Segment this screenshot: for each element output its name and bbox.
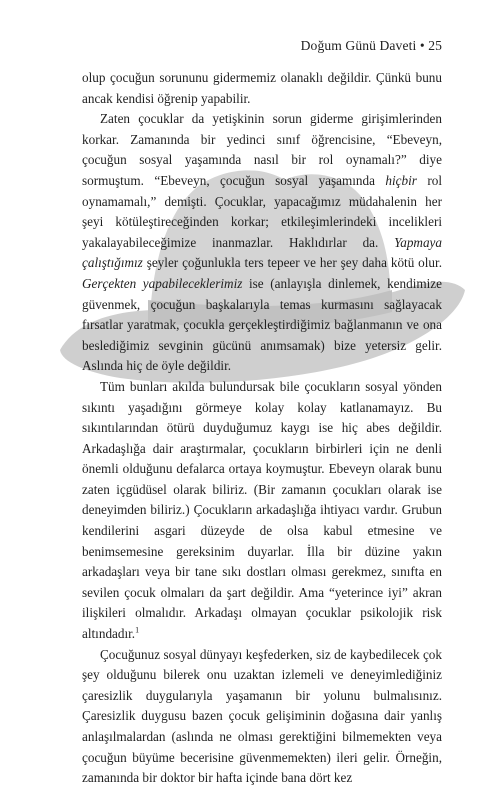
- paragraph-2-text-e: şeyler çoğunlukla ters tepeer ve her şey daha kötü olur.: [142, 255, 442, 271]
- paragraph-2-text-c: rol oynamamalı,” demişti. Çocuklar, yapacağımız müdahalenin her şeyi kötüleştireceğinden korkar; etkileşimlerindeki incelikleri yakalayabileceğimize inanmazlar. Haklıdırlar da.: [82, 172, 442, 250]
- paragraph-4: Çocuğunuz sosyal dünyayı keşfederken, siz de kaybedilecek çok şey olduğunu bilerek onu uzaktan izlemeli ve deneyimlediğiniz çaresizlik duygularıyla yaşamanın bir yolunu bulmalısınız. Çaresizlik duygusu bazen çocuk gelişiminin doğasına dair yanlış anlaşılmalardan (aslında ne olması gerektiğini bilmemekten veya çocuğun büyüme becerisine güvenmemekten) ileri gelir. Örneğin, zamanında bir doktor bir hafta içinde bana dört kez: [82, 646, 442, 786]
- paragraph-1: olup çocuğun sorununu gidermemiz olanaklı değildir. Çünkü bunu ancak kendisi öğrenip yapabilir.: [82, 70, 442, 106]
- page-body-text: [82, 68, 442, 789]
- paragraph-3-text: Tüm bunları akılda bulundursak bile çocukların sosyal yönden sıkıntı yaşadığını görmeye kolay kolay katlanamayız. Bu sıkıntılarından ötürü duyduğumuz kaygı ise hiç abes değildir. Arkadaşlığa dair araştırmalar, çocukların birbirleri için ne denli önemli olduğunu defalarca ortaya koymuştur. Ebeveyn olarak bunu zaten içgüdüsel olarak biliriz. (Bir zamanın çocukları olarak ise deneyimden biliriz.) Çocukların arkadaşlığa ihtiyacı vardır. Grubun kendilerini asgari düzeyde de olsa kabul etmesine ve benimsemesine gereksinim duyarlar. İlla bir düzine yakın arkadaşları veya bir tane sıkı dostları olması gerekmez, sınıfta en sevilen çocuk olmaları da şart değildir. Ama “yeterince iyi” akran ilişkileri olmalıdır. Arkadaşı olmayan çocuklar psikolojik risk altındadır.: [82, 378, 442, 642]
- paragraph-2: [82, 109, 442, 377]
- paragraph-2-emphasis-yapmaya: Yapmaya çalıştığımız: [82, 234, 442, 271]
- paragraph-3: [82, 377, 442, 645]
- running-header: Doğum Günü Daveti • 25: [300, 38, 442, 53]
- footnote-marker: 1: [135, 625, 140, 635]
- paragraph-2-emphasis-hicbir: hiçbir: [385, 172, 417, 188]
- paragraph-2-text-g: ise (anlayışla dinlemek, kendimize güvenmek, çocuğun başkalarıyla temas kurmasını sağlayacak fırsatlar yaratmak, çocukla gerçekleştirdiğimiz bağlanmanın ve ona beslediğimiz sevginin gücünü anımsamak) bize yetersiz gelir. Aslında hiç de öyle değildir.: [82, 275, 442, 374]
- paragraph-2-text-a: Zaten çocuklar da yetişkinin sorun giderme girişimlerinden korkar. Zamanında bir yedinci sınıf öğrencisine, “Ebeveyn, çocuğun sosyal yaşamında nasıl bir rol oynamalı?” diye sormuştum. “Ebeveyn, çocuğun sosyal yaşamında: [82, 111, 442, 188]
- paragraph-2-emphasis-gercekten: Gerçekten yapabileceklerimiz: [82, 275, 243, 291]
